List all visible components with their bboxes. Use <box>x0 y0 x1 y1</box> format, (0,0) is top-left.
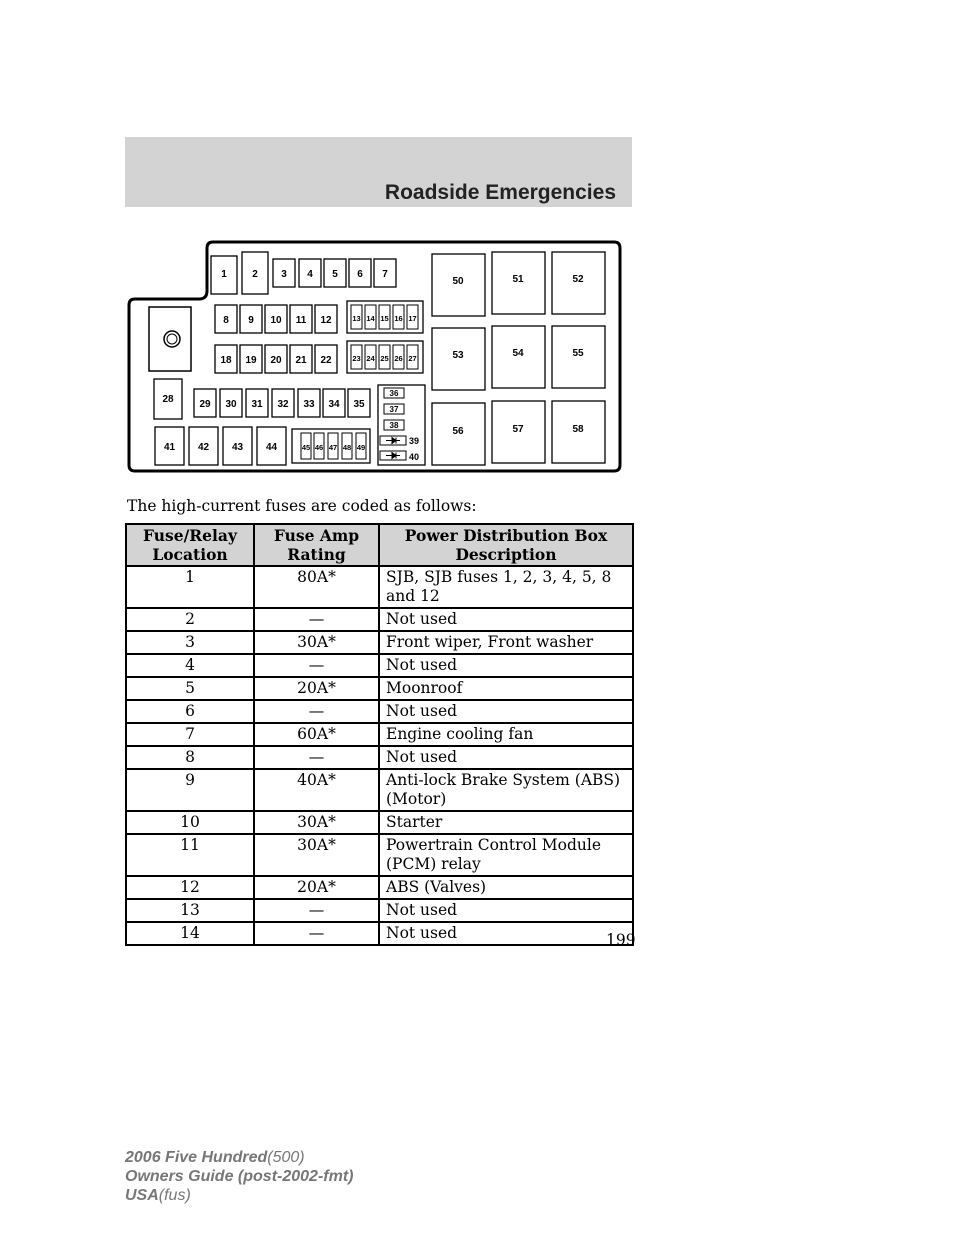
page-number: 199 <box>606 931 636 949</box>
table-row <box>126 746 633 769</box>
svg-text:47: 47 <box>328 443 338 452</box>
location-cell: 6 <box>126 700 254 723</box>
svg-text:5: 5 <box>332 269 338 280</box>
svg-text:30: 30 <box>225 399 237 410</box>
location-cell: 8 <box>126 746 254 769</box>
description-cell: Powertrain Control Module (PCM) relay <box>379 834 633 876</box>
table-row <box>126 654 633 677</box>
rating-cell: 20A* <box>254 876 379 899</box>
table-row <box>126 922 633 945</box>
section-header-band <box>125 137 632 207</box>
description-cell: Not used <box>379 654 633 677</box>
svg-text:24: 24 <box>366 354 375 363</box>
svg-text:27: 27 <box>408 354 417 363</box>
svg-text:51: 51 <box>512 274 524 285</box>
svg-text:58: 58 <box>572 424 584 435</box>
svg-text:3: 3 <box>281 269 287 280</box>
svg-text:8: 8 <box>223 315 229 326</box>
description-cell: SJB, SJB fuses 1, 2, 3, 4, 5, 8 and 12 <box>379 566 633 608</box>
svg-text:52: 52 <box>572 274 584 285</box>
svg-text:10: 10 <box>270 315 282 326</box>
rating-cell: 30A* <box>254 631 379 654</box>
location-cell: 11 <box>126 834 254 876</box>
rating-cell: 40A* <box>254 769 379 811</box>
description-cell: Not used <box>379 608 633 631</box>
description-cell: Not used <box>379 700 633 723</box>
column-header-location: Fuse/Relay Location <box>126 524 254 566</box>
rating-cell: — <box>254 922 379 945</box>
rating-cell: — <box>254 899 379 922</box>
svg-text:12: 12 <box>320 315 332 326</box>
svg-text:11: 11 <box>295 315 307 326</box>
svg-text:35: 35 <box>353 399 365 410</box>
table-row <box>126 677 633 700</box>
svg-text:55: 55 <box>572 348 584 359</box>
svg-text:39: 39 <box>409 436 420 446</box>
svg-text:14: 14 <box>366 314 375 323</box>
table-row <box>126 723 633 746</box>
rating-cell: 30A* <box>254 834 379 876</box>
location-cell: 4 <box>126 654 254 677</box>
description-cell: Not used <box>379 922 633 945</box>
footer-line-1: 2006 Five Hundred(500) <box>125 1149 305 1166</box>
column-header-description: Power Distribution Box Description <box>379 524 633 566</box>
svg-text:38: 38 <box>389 421 399 430</box>
svg-text:50: 50 <box>452 276 464 287</box>
svg-text:1: 1 <box>221 269 227 280</box>
svg-text:54: 54 <box>512 348 524 359</box>
description-cell: Not used <box>379 746 633 769</box>
svg-text:56: 56 <box>452 426 464 437</box>
rating-cell: 30A* <box>254 811 379 834</box>
description-cell: Not used <box>379 899 633 922</box>
svg-text:45: 45 <box>301 443 311 452</box>
svg-text:31: 31 <box>251 399 263 410</box>
column-header-rating: Fuse Amp Rating <box>254 524 379 566</box>
svg-text:32: 32 <box>277 399 289 410</box>
rating-cell: — <box>254 608 379 631</box>
rating-cell: 60A* <box>254 723 379 746</box>
svg-text:41: 41 <box>163 442 176 453</box>
svg-text:23: 23 <box>352 354 361 363</box>
svg-text:43: 43 <box>231 442 244 453</box>
svg-text:9: 9 <box>248 315 254 326</box>
location-cell: 1 <box>126 566 254 608</box>
svg-text:29: 29 <box>199 399 211 410</box>
table-row <box>126 566 633 608</box>
table-row <box>126 608 633 631</box>
table-row <box>126 700 633 723</box>
table-row <box>126 769 633 811</box>
rating-cell: — <box>254 746 379 769</box>
svg-text:13: 13 <box>352 314 361 323</box>
description-cell: Starter <box>379 811 633 834</box>
svg-text:4: 4 <box>307 269 313 280</box>
svg-text:37: 37 <box>389 405 399 414</box>
description-cell: Moonroof <box>379 677 633 700</box>
svg-text:19: 19 <box>245 355 257 366</box>
table-row <box>126 811 633 834</box>
rating-cell: — <box>254 654 379 677</box>
svg-text:44: 44 <box>265 442 278 453</box>
fuse-table <box>125 523 634 946</box>
table-header-row <box>126 524 633 566</box>
svg-text:16: 16 <box>394 314 403 323</box>
svg-text:2: 2 <box>252 269 258 280</box>
location-cell: 9 <box>126 769 254 811</box>
location-cell: 14 <box>126 922 254 945</box>
rating-cell: — <box>254 700 379 723</box>
svg-text:6: 6 <box>357 269 363 280</box>
svg-text:46: 46 <box>314 443 324 452</box>
svg-text:33: 33 <box>303 399 315 410</box>
svg-text:49: 49 <box>356 443 366 452</box>
table-row <box>126 834 633 876</box>
svg-text:20: 20 <box>270 355 282 366</box>
table-row <box>126 876 633 899</box>
svg-text:34: 34 <box>328 399 340 410</box>
location-cell: 12 <box>126 876 254 899</box>
svg-text:17: 17 <box>408 314 417 323</box>
svg-text:40: 40 <box>409 452 420 462</box>
svg-text:42: 42 <box>197 442 210 453</box>
document-footer <box>125 1148 353 1205</box>
svg-text:48: 48 <box>342 443 352 452</box>
location-cell: 13 <box>126 899 254 922</box>
svg-text:53: 53 <box>452 350 464 361</box>
rating-cell: 20A* <box>254 677 379 700</box>
location-cell: 10 <box>126 811 254 834</box>
section-title: Roadside Emergencies <box>384 181 616 204</box>
svg-text:57: 57 <box>512 424 524 435</box>
svg-text:18: 18 <box>220 355 232 366</box>
location-cell: 3 <box>126 631 254 654</box>
svg-text:36: 36 <box>389 389 399 398</box>
svg-text:21: 21 <box>295 355 307 366</box>
description-cell: ABS (Valves) <box>379 876 633 899</box>
rating-cell: 80A* <box>254 566 379 608</box>
table-row <box>126 631 633 654</box>
location-cell: 5 <box>126 677 254 700</box>
svg-text:7: 7 <box>382 269 388 280</box>
footer-line-2: Owners Guide (post-2002-fmt) <box>125 1168 354 1185</box>
intro-text: The high-current fuses are coded as follows: <box>127 497 477 515</box>
table-row <box>126 899 633 922</box>
description-cell: Engine cooling fan <box>379 723 633 746</box>
fuse-box-diagram <box>127 237 623 475</box>
svg-text:22: 22 <box>320 355 332 366</box>
svg-text:25: 25 <box>380 354 389 363</box>
location-cell: 2 <box>126 608 254 631</box>
description-cell: Front wiper, Front washer <box>379 631 633 654</box>
svg-text:28: 28 <box>162 394 174 405</box>
footer-line-3: USA(fus) <box>125 1187 191 1204</box>
location-cell: 7 <box>126 723 254 746</box>
description-cell: Anti-lock Brake System (ABS) (Motor) <box>379 769 633 811</box>
svg-text:15: 15 <box>380 314 389 323</box>
svg-text:26: 26 <box>394 354 403 363</box>
